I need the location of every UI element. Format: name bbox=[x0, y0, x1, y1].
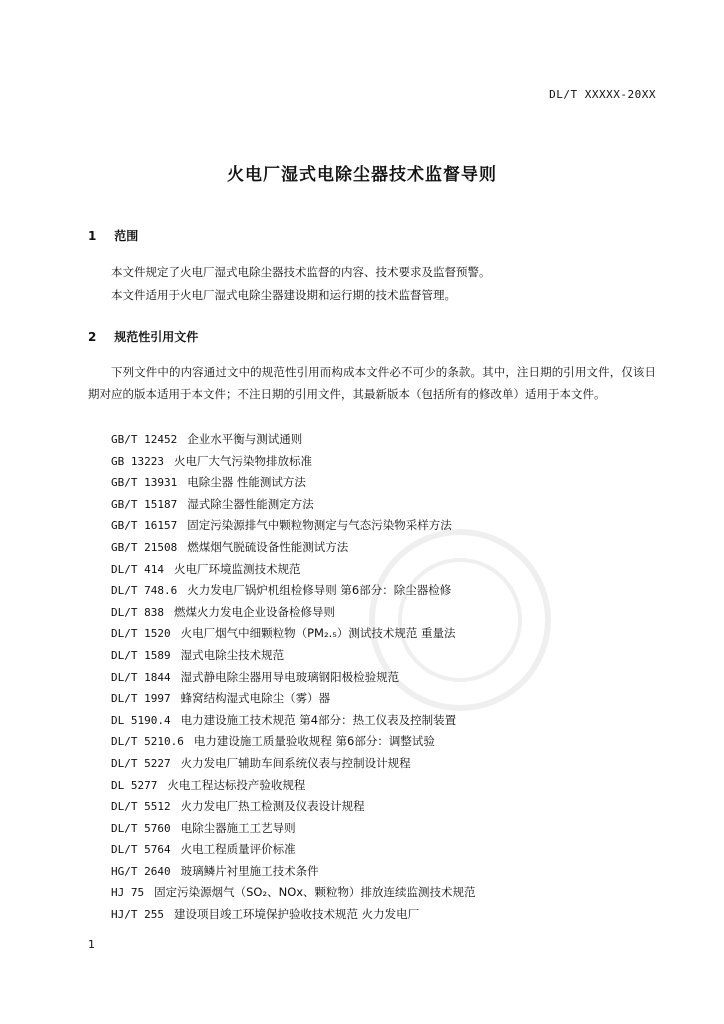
section-title: 范围 bbox=[114, 229, 139, 243]
reference-title: 湿式除尘器性能测定方法 bbox=[187, 496, 314, 511]
document-code: DL/T XXXXX-20XX bbox=[549, 88, 656, 101]
reference-code: DL/T 5764 bbox=[111, 843, 171, 857]
reference-item bbox=[111, 775, 476, 797]
section-title: 规范性引用文件 bbox=[114, 330, 199, 344]
reference-code: HG/T 2640 bbox=[111, 864, 171, 878]
reference-title: 火电厂环境监测技术规范 bbox=[173, 561, 301, 576]
reference-title: 蜂窝结构湿式电除尘（雾）器 bbox=[180, 691, 331, 706]
reference-code: DL/T 5210.6 bbox=[111, 735, 184, 749]
reference-code: DL/T 748.6 bbox=[111, 584, 178, 598]
reference-code: GB 13223 bbox=[111, 454, 164, 468]
reference-title: 固定污染源排气中颗粒物测定与气态污染物采样方法 bbox=[187, 518, 452, 533]
reference-code: DL 5277 bbox=[111, 778, 158, 792]
reference-item bbox=[111, 861, 476, 883]
reference-title: 燃煤烟气脱硫设备性能测试方法 bbox=[187, 539, 349, 554]
reference-title: 电力建设施工质量验收规程 第6部分：调整试验 bbox=[193, 734, 435, 749]
reference-item bbox=[111, 472, 476, 494]
reference-title: 湿式静电除尘器用导电玻璃钢阳极检验规范 bbox=[180, 669, 400, 684]
reference-code: GB/T 12452 bbox=[111, 433, 178, 446]
reference-title: 湿式电除尘技术规范 bbox=[180, 647, 285, 662]
reference-title: 电力建设施工技术规范 第4部分：热工仪表及控制装置 bbox=[180, 712, 457, 727]
watermark-logo bbox=[360, 520, 560, 720]
reference-code: GB/T 21508 bbox=[111, 540, 178, 554]
reference-title: 固定污染源烟气（SO₂、NOx、颗粒物）排放连续监测技术规范 bbox=[154, 885, 476, 900]
reference-item bbox=[111, 451, 476, 473]
reference-code: DL/T 1520 bbox=[111, 627, 171, 641]
reference-code: DL/T 1997 bbox=[111, 692, 171, 706]
reference-code: DL/T 838 bbox=[111, 605, 164, 619]
reference-item bbox=[111, 429, 476, 451]
reference-item bbox=[111, 731, 476, 753]
reference-code: DL 5190.4 bbox=[111, 713, 171, 727]
section-2-intro: 下列文件中的内容通过文中的规范性引用而构成本文件必不可少的条款。其中，注日期的引用文件，仅该日期对应的版本适用于本文件；不注日期的引用文件，其最新版本（包括所有的修改单）适用于本文件。 bbox=[88, 365, 656, 401]
document-title: 火电厂湿式电除尘器技术监督导则 bbox=[227, 165, 497, 185]
reference-title: 电除尘器 性能测试方法 bbox=[187, 475, 306, 490]
reference-item bbox=[111, 904, 476, 926]
reference-title: 火力发电厂辅助车间系统仪表与控制设计规程 bbox=[180, 755, 411, 770]
reference-title: 火电工程质量评价标准 bbox=[180, 842, 296, 857]
reference-item bbox=[111, 494, 476, 516]
reference-code: DL/T 1589 bbox=[111, 648, 171, 662]
reference-title: 火力发电厂热工检测及仪表设计规程 bbox=[180, 799, 365, 814]
reference-item bbox=[111, 882, 476, 904]
scope-line: 本文件规定了火电厂湿式电除尘器技术监督的内容、技术要求及监督预警。 bbox=[111, 265, 491, 279]
reference-title: 火力发电厂锅炉机组检修导则 第6部分：除尘器检修 bbox=[187, 583, 452, 598]
section-1-heading bbox=[88, 227, 138, 244]
reference-item bbox=[111, 796, 476, 818]
reference-code: DL/T 5227 bbox=[111, 756, 171, 770]
reference-title: 火电厂大气污染物排放标准 bbox=[173, 453, 312, 468]
section-number: 1 bbox=[88, 229, 97, 243]
reference-code: DL/T 1844 bbox=[111, 670, 171, 684]
reference-title: 火电工程达标投产验收规程 bbox=[167, 777, 306, 792]
scope-line: 本文件适用于火电厂湿式电除尘器建设期和运行期的技术监督管理。 bbox=[111, 288, 456, 302]
reference-code: DL/T 5760 bbox=[111, 821, 171, 835]
reference-code: GB/T 16157 bbox=[111, 519, 178, 533]
reference-title: 燃煤火力发电企业设备检修导则 bbox=[173, 604, 335, 619]
reference-code: DL/T 414 bbox=[111, 562, 164, 576]
reference-title: 玻璃鳞片衬里施工技术条件 bbox=[180, 863, 319, 878]
reference-title: 火电厂烟气中细颗粒物（PM₂.₅）测试技术规范 重量法 bbox=[180, 626, 456, 641]
reference-title: 企业水平衡与测试通则 bbox=[187, 432, 303, 446]
page-number: 1 bbox=[88, 938, 95, 951]
reference-code: GB/T 15187 bbox=[111, 497, 178, 511]
section-2-heading bbox=[88, 328, 198, 345]
reference-code: DL/T 5512 bbox=[111, 800, 171, 814]
reference-code: HJ 75 bbox=[111, 886, 145, 900]
reference-title: 建设项目竣工环境保护验收技术规范 火力发电厂 bbox=[173, 907, 420, 922]
section-number: 2 bbox=[88, 330, 97, 344]
reference-item bbox=[111, 839, 476, 861]
reference-code: GB/T 13931 bbox=[111, 476, 178, 490]
reference-item bbox=[111, 753, 476, 775]
reference-code: HJ/T 255 bbox=[111, 908, 164, 922]
reference-title: 电除尘器施工工艺导则 bbox=[180, 820, 296, 835]
reference-item bbox=[111, 818, 476, 840]
